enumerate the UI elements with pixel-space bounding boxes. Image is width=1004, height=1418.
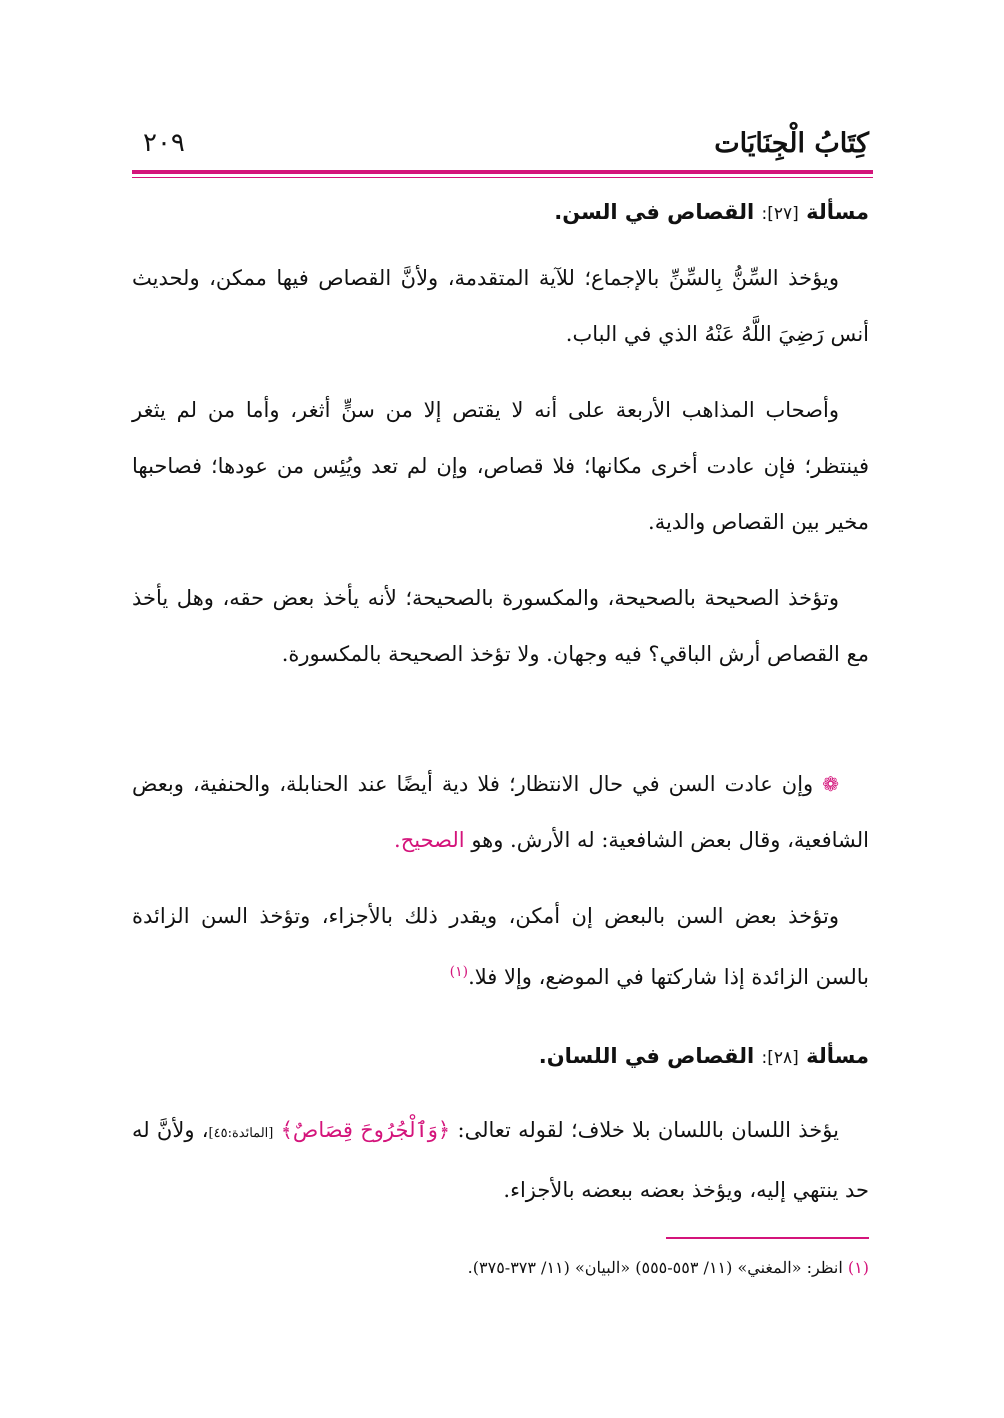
- header-rule-thin: [132, 177, 873, 178]
- paragraph-5-text: وتؤخذ بعض السن بالبعض إن أمكن، ويقدر ذلك بالأجزاء، وتؤخذ السن الزائدة بالسن الزائدة إذا شاركتها في الموضع، وإلا فلا.: [132, 904, 869, 989]
- running-header-title: كِتَابُ الْجِنَايَات: [714, 128, 869, 159]
- quran-verse: ﴿وَٱلْجُرُوحَ قِصَاصٌ﴾: [280, 1118, 451, 1142]
- header-rule-thick: [132, 170, 873, 174]
- verse-citation: [المائدة:٤٥]: [208, 1126, 274, 1141]
- footnote-number: (١): [847, 1258, 869, 1277]
- paragraph-3-text: وتؤخذ الصحيحة بالصحيحة، والمكسورة بالصحيحة؛ لأنه يأخذ بعض حقه، وهل يأخذ مع القصاص أرش الباقي؟ فيه وجهان. ولا تؤخذ الصحيحة بالمكسورة.: [132, 586, 869, 666]
- page-number: ٢٠٩: [143, 128, 185, 158]
- paragraph-4-text: وإن عادت السن في حال الانتظار؛ فلا دية أيضًا عند الحنابلة، والحنفية، وبعض الشافعية، وقال بعض الشافعية: له الأرش. وهو: [132, 772, 869, 852]
- paragraph-3: [132, 570, 869, 682]
- paragraph-4: [132, 756, 869, 868]
- paragraph-5: [132, 888, 869, 1005]
- heading-text: القصاص في اللسان.: [538, 1044, 755, 1068]
- paragraph-6-text: يؤخذ اللسان باللسان بلا خلاف؛ لقوله تعالى:: [457, 1118, 839, 1142]
- heading-label: مسألة: [806, 1044, 869, 1068]
- heading-number: [٢٨]:: [761, 1048, 799, 1068]
- paragraph-2-text: وأصحاب المذاهب الأربعة على أنه لا يقتص إلا من سنٍّ أثغر، وأما من لم يثغر فينتظر؛ فإن عادت أخرى مكانها؛ فلا قصاص، وإن لم تعد ويُئِس من عودها؛ فصاحبها مخير بين القصاص والدية.: [132, 398, 869, 534]
- section-heading-27: [132, 200, 869, 224]
- section-heading-28: [132, 1044, 869, 1068]
- paragraph-6: [132, 1102, 869, 1218]
- heading-text: القصاص في السن.: [554, 200, 755, 224]
- paragraph-2: [132, 382, 869, 550]
- flower-ornament-icon: ❁: [822, 772, 839, 796]
- footnote-separator: [666, 1237, 869, 1239]
- heading-number: [٢٧]:: [761, 204, 799, 224]
- sahih-highlight: الصحيح.: [394, 828, 465, 852]
- paragraph-1-text: ويؤخذ السِّنُّ بِالسِّنِّ بالإجماع؛ للآية المتقدمة، ولأنَّ القصاص فيها ممكن، ولحديث أنس رَضِيَ اللَّهُ عَنْهُ الذي في الباب.: [132, 266, 869, 346]
- paragraph-6-rest: ، ولأنَّ له حد ينتهي إليه، ويؤخذ بعضه ببعضه بالأجزاء.: [132, 1118, 869, 1202]
- footnote-text: انظر: «المغني» (١١/ ٥٥٣-٥٥٥) «البيان» (١١/ ٣٧٣-٣٧٥).: [467, 1258, 843, 1277]
- footnote: [132, 1258, 869, 1277]
- paragraph-1: [132, 250, 869, 362]
- heading-label: مسألة: [806, 200, 869, 224]
- footnote-reference[interactable]: (١): [449, 964, 469, 980]
